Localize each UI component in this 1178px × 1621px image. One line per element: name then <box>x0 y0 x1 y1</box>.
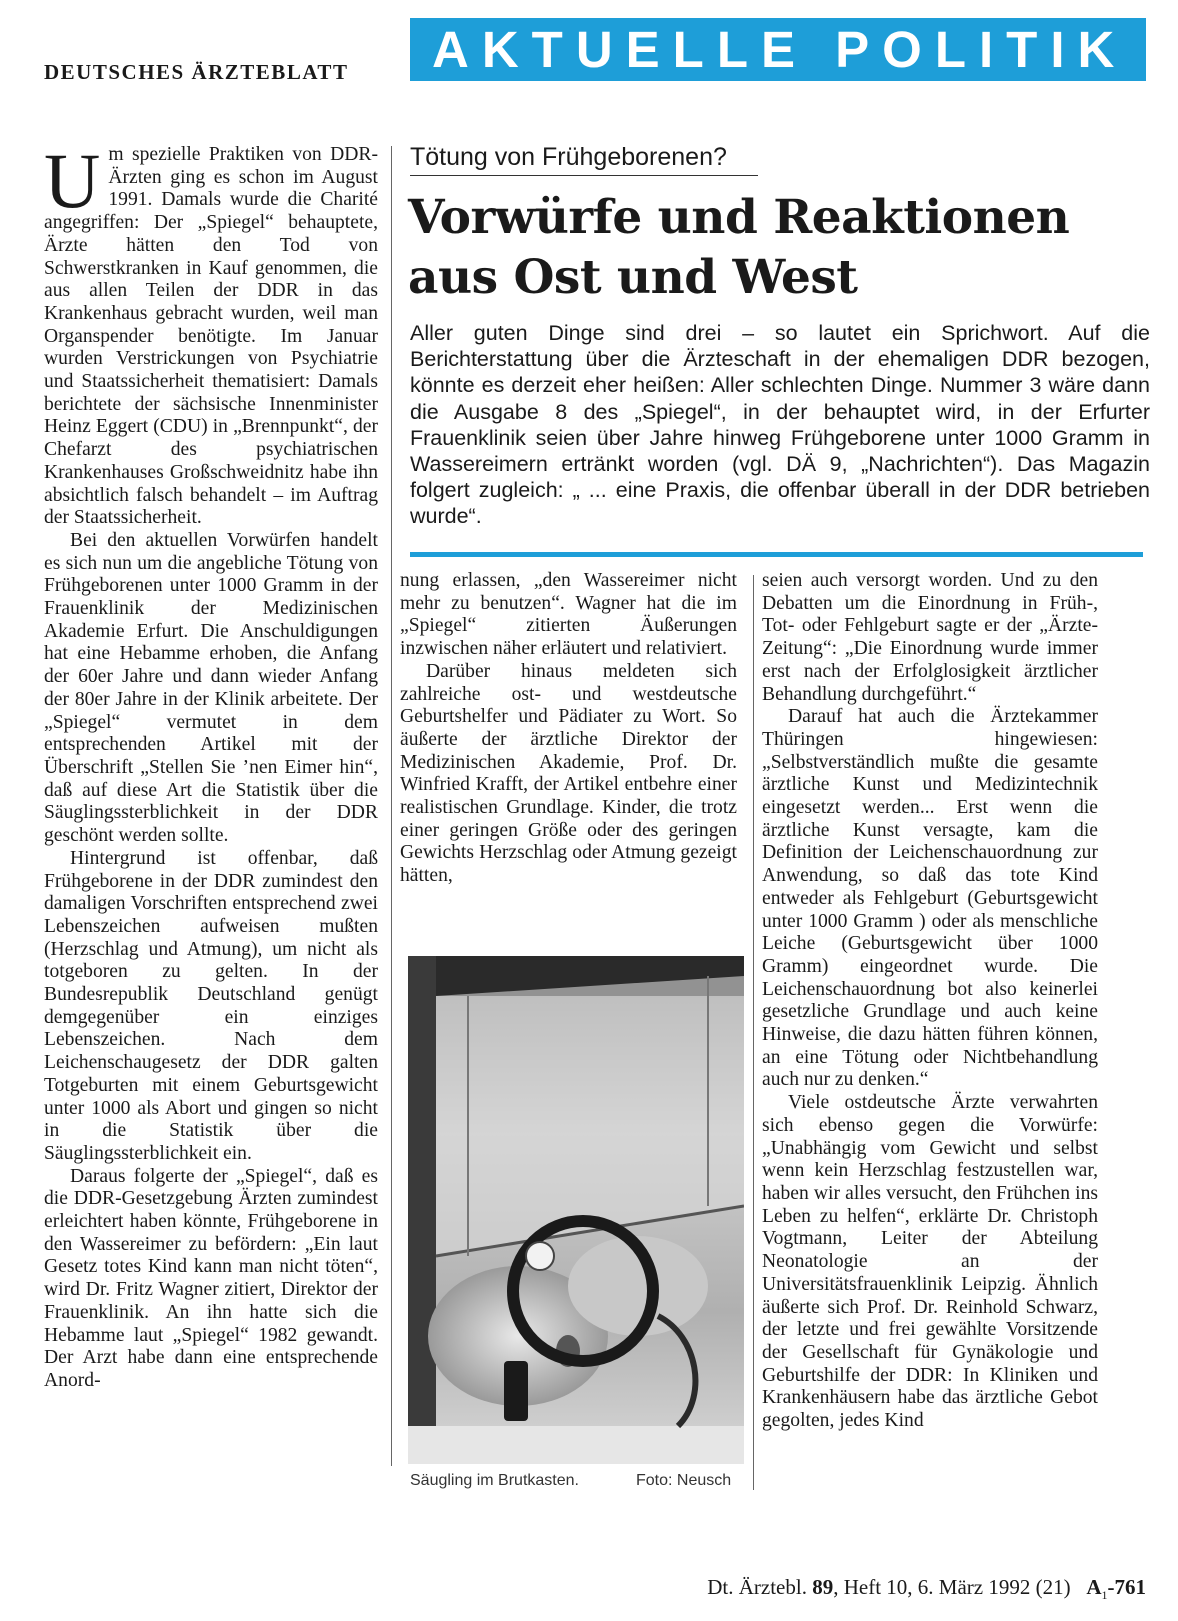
column-divider <box>391 146 392 1466</box>
page-number: -761 <box>1107 1575 1146 1599</box>
opening-paragraph <box>44 137 378 530</box>
section-banner <box>410 18 1146 81</box>
volume-number: 89 <box>812 1575 834 1599</box>
page-footer <box>666 1575 1146 1603</box>
headline-line-1: Vorwürfe und Reaktionen <box>408 190 1070 245</box>
journal-name: Dt. Ärztebl. <box>707 1575 807 1599</box>
paragraph-text: m spezielle Praktiken von DDR-Ärzten ging es schon im August 1991. Damals wurde die Charité angegriffen: Der „Spiegel“ behauptete, Ärzte hätten den Tod von Schwerstkranken in Kauf genommen, die aus allen Teilen der DDR in das Krankenhaus gebracht wurden, weil man Organspender benötigte. Im Januar wurden Verstrickungen von Psychiatrie und Staatssicherheit thematisiert: Damals berichtete der sächsische Innenminister Heinz Eggert (CDU) in „Brennpunkt“, der Chefarzt des psychiatrischen Krankenhauses Großschweidnitz habe ihn absichtlich falsch behandelt – im Auftrag der Staatssicherheit. <box>44 144 378 529</box>
article-headline <box>408 188 1148 308</box>
paragraph: Darüber hinaus meldeten sich zahlreiche ost- und westdeutsche Geburtshelfer und Pädiater zu Wort. So äußerte der ärztliche Direktor der Medizinischen Akademie, Prof. Dr. Winfried Krafft, der Artikel entbehre einer realistischen Grundlage. Kinder, die trotz einer geringen Größe oder des geringen Gewichts Herzschlag oder Atmung gezeigt hätten, <box>400 660 737 887</box>
article-column-1 <box>44 137 378 1393</box>
section-title: AKTUELLE POLITIK <box>432 21 1128 78</box>
issue-date: , Heft 10, 6. März 1992 (21) <box>833 1575 1071 1599</box>
headline-line-2: aus Ost und West <box>408 250 858 305</box>
paragraph: nung erlassen, „den Wassereimer nicht mehr zu benutzen“. Wagner hat die im „Spiegel“ zitierten Äußerungen inzwischen näher erläutert und relativiert. <box>400 570 737 660</box>
paragraph: Hintergrund ist offenbar, daß Frühgeborene in der DDR zumindest den damaligen Vorschriften entsprechend zwei Lebenszeichen aufweisen mußten (Herzschlag und Atmung), um nicht als totgeboren zu gelten. In der Bundesrepublik Deutschland genügt demgegenüber ein einziges Lebenszeichen. Nach dem Leichenschaugesetz der DDR galten Totgeburten mit einem Geburtsgewicht unter 1000 als Abort und gingen so nicht in die Statistik über die Säuglingssterblichkeit ein. <box>44 847 378 1164</box>
article-kicker: Tötung von Frühgeborenen? <box>410 143 727 171</box>
paragraph: Viele ostdeutsche Ärzte verwahrten sich ebenso gegen die Vorwürfe: „Unabhängig vom Gewicht und selbst wenn kein Herzschlag festzustellen war, haben wir alles versucht, den Frühchen ins Leben zu helfen“, erklärte Dr. Christoph Vogtmann, Leiter der Abteilung Neonatologie an der Universitätsfrauenklinik Leipzig. Ähnlich äußerte sich Prof. Dr. Reinhold Schwarz, der letzte und frei gewählte Vorsitzende der Gesellschaft für Gynäkologie und Geburtshilfe der DDR: In Kliniken und Krankenhäusern habe das ärztliche Gebot gegolten, jedes Kind <box>762 1092 1098 1432</box>
article-lead: Aller guten Dinge sind drei – so lautet ein Sprichwort. Auf die Berichterstattung über die Ärzteschaft in der ehemaligen DDR bezogen, könnte es derzeit eher heißen: Aller schlechten Dinge. Nummer 3 wäre dann die Ausgabe 8 des „Spiegel“, in der behauptet wird, in der Erfurter Frauenklinik seien über Jahre hinweg Frühgeborene unter 1000 Gramm in Wassereimern ertränkt worden (vgl. DÄ 9, „Nachrichten“). Das Magazin folgert zugleich: „ ... eine Praxis, die offenbar überall in der DDR betrieben wurde“. <box>410 321 1150 529</box>
photo-caption: Säugling im Brutkasten. <box>410 1472 579 1489</box>
photo-credit: Foto: Neusch <box>636 1472 732 1489</box>
paragraph: Bei den aktuellen Vorwürfen handelt es sich nun um die angebliche Tötung von Frühgeborenen unter 1000 Gramm in der Frauenklinik der Medizinischen Akademie Erfurt. Die Anschuldigungen hat eine Hebamme erhoben, die Anfang der 60er Jahre und dann wieder Anfang der 80er Jahre in der Klinik arbeitete. Der „Spiegel“ vermutet in dem entsprechenden Artikel mit der Überschrift „Stellen Sie ’nen Eimer hin“, daß auf diese Art die Statistik über die Säuglingssterblichkeit in der DDR geschönt werden sollte. <box>44 529 378 847</box>
paragraph: Daraus folgerte der „Spiegel“, daß es die DDR-Gesetzgebung Ärzten zumindest erleichtert haben könnte, Frühgeborene in den Wassereimer zu befördern: „Ein laut Gesetz totes Kind kann man nicht töten“, wird Dr. Fritz Wagner zitiert, Direktor der Frauenklinik. An ihn hatte sich die Hebamme laut „Spiegel“ 1982 gewandt. Der Arzt habe dann eine entsprechende Anord- <box>44 1165 378 1391</box>
article-column-2 <box>400 570 737 888</box>
column-divider <box>753 575 754 1490</box>
masthead: DEUTSCHES ÄRZTEBLATT <box>44 60 349 84</box>
kicker-underline <box>410 175 758 176</box>
drop-cap: U <box>44 137 101 224</box>
article-column-3 <box>762 570 1098 1433</box>
lead-separator <box>410 552 1143 557</box>
page-prefix: A <box>1086 1575 1102 1599</box>
page-subscript: 1 <box>1101 1588 1108 1603</box>
paragraph: Darauf hat auch die Ärztekammer Thüringen hingewiesen: „Selbstverständlich mußte die gesamte ärztliche Kunst und Medizintechnik eingesetzt werden... Erst wenn die ärztliche Kunst versagte, kam die Definition der Leichenschauordnung zur Anwendung, so daß das tote Kind entweder als Fehlgeburt (Geburtsgewicht unter 1000 Gramm ) oder als menschliche Leiche (Geburtsgewicht über 1000 Gramm) eingeordnet wurde. Die Leichenschauordnung bot also keinerlei gesetzliche Grundlage und auch keine Hinweise, die dazu hätten führen können, an eine Tötung oder Nichtbehandlung auch nur zu denken.“ <box>762 706 1098 1091</box>
paragraph: seien auch versorgt worden. Und zu den Debatten um die Einordnung in Früh-, Tot- oder Fehlgeburt sagte er der „Ärzte-Zeitung“: „Die Einordnung wurde immer erst nach der Erfolglosigkeit ärztlicher Behandlung durchgeführt.“ <box>762 570 1098 705</box>
incubator-photo <box>408 956 744 1464</box>
